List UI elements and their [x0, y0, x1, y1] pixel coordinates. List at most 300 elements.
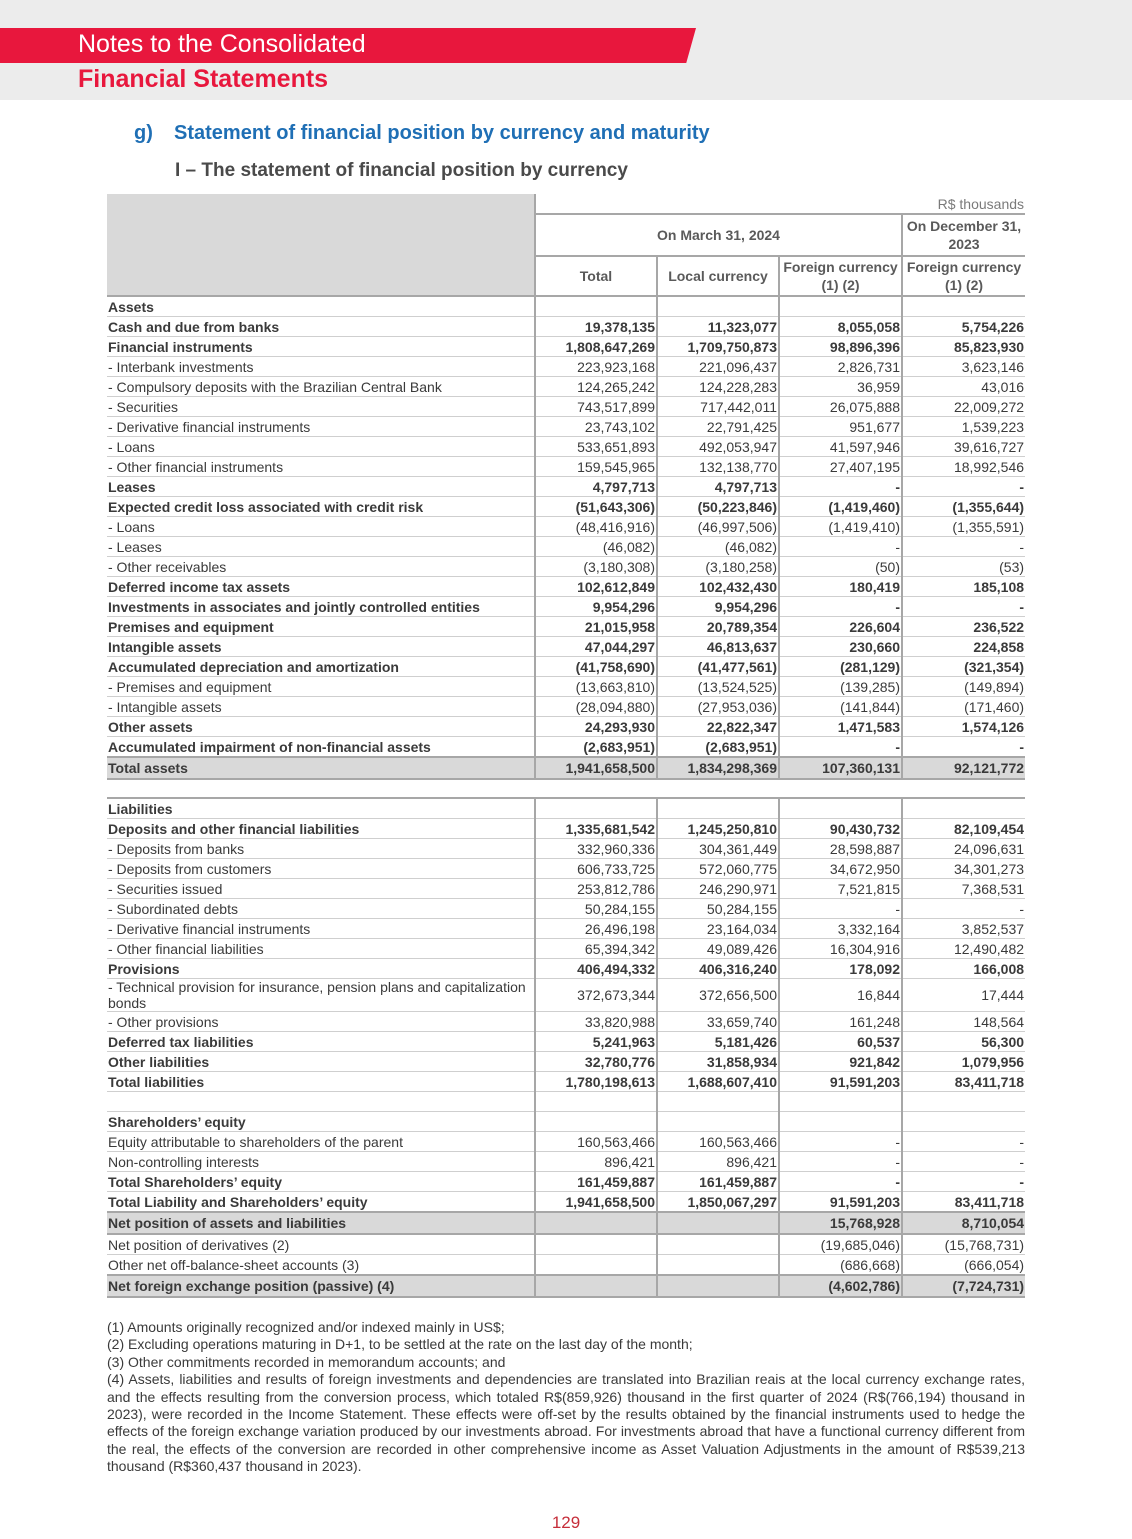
- cell-foreign: [779, 798, 902, 819]
- cell-foreign-dec: 1,539,223: [902, 417, 1025, 437]
- cell-foreign-dec: [902, 779, 1025, 798]
- row-label: - Deposits from banks: [107, 839, 535, 859]
- cell-local: [657, 798, 779, 819]
- cell-total: 606,733,725: [535, 859, 657, 879]
- table-row: [107, 517, 1025, 537]
- cell-foreign-dec: 83,411,718: [902, 1072, 1025, 1092]
- header-title-line2: Financial Statements: [78, 65, 329, 93]
- row-label: [107, 779, 535, 798]
- cell-local: (50,223,846): [657, 497, 779, 517]
- cell-foreign: 161,248: [779, 1012, 902, 1032]
- cell-foreign-dec: 8,710,054: [902, 1212, 1025, 1234]
- table-row: [107, 819, 1025, 839]
- table-row: [107, 577, 1025, 597]
- cell-foreign: 226,604: [779, 617, 902, 637]
- cell-local: 406,316,240: [657, 959, 779, 979]
- table-row: [107, 939, 1025, 959]
- cell-foreign-dec: (149,894): [902, 677, 1025, 697]
- cell-local: (3,180,258): [657, 557, 779, 577]
- table-row: [107, 1072, 1025, 1092]
- table-row: [107, 979, 1025, 1012]
- row-label: - Technical provision for insurance, pension plans and capitalization bonds: [107, 979, 535, 1012]
- cell-foreign-dec: 3,623,146: [902, 357, 1025, 377]
- row-label: - Securities issued: [107, 879, 535, 899]
- cell-foreign: 8,055,058: [779, 317, 902, 337]
- march-2024-header: On March 31, 2024: [535, 214, 902, 256]
- cell-foreign-dec: (53): [902, 557, 1025, 577]
- cell-local: (2,683,951): [657, 737, 779, 758]
- section-heading: [134, 122, 710, 145]
- table-row: [107, 899, 1025, 919]
- row-label: Other assets: [107, 717, 535, 737]
- table-row: [107, 537, 1025, 557]
- table-row: [107, 617, 1025, 637]
- cell-local: 124,228,283: [657, 377, 779, 397]
- row-label: Total Liability and Shareholders’ equity: [107, 1192, 535, 1213]
- cell-foreign-dec: 24,096,631: [902, 839, 1025, 859]
- header-title-line1: Notes to the Consolidated: [78, 30, 366, 58]
- cell-local: 102,432,430: [657, 577, 779, 597]
- cell-total: 406,494,332: [535, 959, 657, 979]
- row-label: Premises and equipment: [107, 617, 535, 637]
- cell-foreign: 91,591,203: [779, 1192, 902, 1213]
- cell-foreign-dec: -: [902, 597, 1025, 617]
- cell-foreign-dec: -: [902, 1172, 1025, 1192]
- row-label: - Compulsory deposits with the Brazilian Central Bank: [107, 377, 535, 397]
- table-row: [107, 417, 1025, 437]
- cell-foreign: -: [779, 899, 902, 919]
- table-row: [107, 798, 1025, 819]
- row-label: Intangible assets: [107, 637, 535, 657]
- table-row: [107, 597, 1025, 617]
- row-label: Assets: [107, 296, 535, 317]
- table-row: [107, 1112, 1025, 1132]
- cell-foreign-dec: 224,858: [902, 637, 1025, 657]
- row-label: - Derivative financial instruments: [107, 919, 535, 939]
- table-row: [107, 657, 1025, 677]
- cell-total: 1,808,647,269: [535, 337, 657, 357]
- row-label: Cash and due from banks: [107, 317, 535, 337]
- row-label: [107, 1092, 535, 1112]
- table-row: [107, 959, 1025, 979]
- cell-foreign-dec: [902, 798, 1025, 819]
- cell-total: 161,459,887: [535, 1172, 657, 1192]
- cell-foreign-dec: 18,992,546: [902, 457, 1025, 477]
- row-label: - Other financial instruments: [107, 457, 535, 477]
- cell-total: (13,663,810): [535, 677, 657, 697]
- cell-foreign-dec: -: [902, 737, 1025, 758]
- row-label: Accumulated impairment of non-financial assets: [107, 737, 535, 758]
- cell-total: 102,612,849: [535, 577, 657, 597]
- cell-local: 1,245,250,810: [657, 819, 779, 839]
- cell-foreign: 107,360,131: [779, 757, 902, 779]
- table-row: [107, 1212, 1025, 1234]
- cell-total: 26,496,198: [535, 919, 657, 939]
- cell-local: (13,524,525): [657, 677, 779, 697]
- cell-local: 33,659,740: [657, 1012, 779, 1032]
- table-header: [107, 194, 1025, 296]
- footnote-4: (4) Assets, liabilities and results of foreign investments and dependencies are translated into Brazilian reais at the local currency exchange rates, and the effects resulting from the conversion process, which totaled R$(859,926) thousand in the first quarter of 2024 (R$(766,194) thousand in 2023), were recorded in the Income Statement. These effects were off-set by the results obtained by the financial instruments used to hedge the effects of the foreign exchange variation produced by our investments abroad. For investments abroad that have a functional currency different from the real, the effects of the conversion are recorded in other comprehensive income as Asset Valuation Adjustments in the amount of R$539,213 thousand (R$360,437 thousand in 2023).: [107, 1371, 1025, 1475]
- row-label: Other liabilities: [107, 1052, 535, 1072]
- cell-total: [535, 1234, 657, 1255]
- table-row: [107, 557, 1025, 577]
- cell-total: 1,941,658,500: [535, 1192, 657, 1213]
- cell-foreign: 91,591,203: [779, 1072, 902, 1092]
- row-label: Non-controlling interests: [107, 1152, 535, 1172]
- cell-local: 50,284,155: [657, 899, 779, 919]
- table-row: [107, 1275, 1025, 1297]
- page-number: 129: [551, 1513, 581, 1532]
- cell-local: 4,797,713: [657, 477, 779, 497]
- unit-label: R$ thousands: [535, 194, 1025, 214]
- cell-total: 32,780,776: [535, 1052, 657, 1072]
- cell-total: 124,265,242: [535, 377, 657, 397]
- cell-foreign: [779, 1092, 902, 1112]
- section-title: Statement of financial position by currency and maturity: [174, 122, 710, 144]
- cell-foreign: (4,602,786): [779, 1275, 902, 1297]
- cell-total: 1,780,198,613: [535, 1072, 657, 1092]
- cell-foreign-dec: [902, 296, 1025, 317]
- cell-local: [657, 1275, 779, 1297]
- cell-foreign-dec: 92,121,772: [902, 757, 1025, 779]
- cell-foreign-dec: 236,522: [902, 617, 1025, 637]
- row-label: - Other receivables: [107, 557, 535, 577]
- cell-total: 160,563,466: [535, 1132, 657, 1152]
- cell-total: 47,044,297: [535, 637, 657, 657]
- table-row: [107, 317, 1025, 337]
- row-label: Equity attributable to shareholders of the parent: [107, 1132, 535, 1152]
- cell-foreign: (686,668): [779, 1255, 902, 1276]
- cell-foreign-dec: 185,108: [902, 577, 1025, 597]
- cell-foreign-dec: 34,301,273: [902, 859, 1025, 879]
- cell-foreign: 27,407,195: [779, 457, 902, 477]
- cell-local: (27,953,036): [657, 697, 779, 717]
- cell-local: [657, 296, 779, 317]
- cell-foreign-dec: 3,852,537: [902, 919, 1025, 939]
- cell-total: 253,812,786: [535, 879, 657, 899]
- cell-local: 31,858,934: [657, 1052, 779, 1072]
- cell-total: (28,094,880): [535, 697, 657, 717]
- cell-total: 50,284,155: [535, 899, 657, 919]
- table-row: [107, 497, 1025, 517]
- cell-foreign: 7,521,815: [779, 879, 902, 899]
- row-label: - Other provisions: [107, 1012, 535, 1032]
- cell-total: [535, 1092, 657, 1112]
- cell-foreign: -: [779, 1132, 902, 1152]
- cell-local: 1,688,607,410: [657, 1072, 779, 1092]
- section-subtitle: I – The statement of financial position by currency: [175, 160, 628, 181]
- table-row: [107, 1234, 1025, 1255]
- table-row: [107, 477, 1025, 497]
- cell-foreign: 16,304,916: [779, 939, 902, 959]
- cell-foreign-dec: [902, 1112, 1025, 1132]
- cell-foreign: (1,419,410): [779, 517, 902, 537]
- row-label: - Intangible assets: [107, 697, 535, 717]
- cell-foreign-dec: (15,768,731): [902, 1234, 1025, 1255]
- table-row: [107, 677, 1025, 697]
- col-foreign-dec-header: Foreign currency (1) (2): [902, 256, 1025, 296]
- cell-foreign-dec: (1,355,644): [902, 497, 1025, 517]
- cell-total: 4,797,713: [535, 477, 657, 497]
- cell-foreign-dec: 43,016: [902, 377, 1025, 397]
- table-row: [107, 1032, 1025, 1052]
- cell-total: 896,421: [535, 1152, 657, 1172]
- cell-total: 372,673,344: [535, 979, 657, 1012]
- row-label: Total Shareholders’ equity: [107, 1172, 535, 1192]
- cell-foreign-dec: 22,009,272: [902, 397, 1025, 417]
- cell-local: 23,164,034: [657, 919, 779, 939]
- cell-foreign: 230,660: [779, 637, 902, 657]
- cell-local: 160,563,466: [657, 1132, 779, 1152]
- cell-foreign-dec: 12,490,482: [902, 939, 1025, 959]
- table-row: [107, 919, 1025, 939]
- cell-foreign: -: [779, 597, 902, 617]
- cell-foreign-dec: 1,574,126: [902, 717, 1025, 737]
- cell-foreign-dec: (1,355,591): [902, 517, 1025, 537]
- header-blank-cell: [107, 194, 535, 296]
- col-local-header: Local currency: [657, 256, 779, 296]
- cell-local: 1,850,067,297: [657, 1192, 779, 1213]
- cell-total: 23,743,102: [535, 417, 657, 437]
- cell-foreign: 41,597,946: [779, 437, 902, 457]
- footnotes: [107, 1319, 1025, 1476]
- cell-total: 24,293,930: [535, 717, 657, 737]
- cell-foreign-dec: 148,564: [902, 1012, 1025, 1032]
- cell-local: [657, 1112, 779, 1132]
- cell-foreign: 26,075,888: [779, 397, 902, 417]
- cell-local: [657, 779, 779, 798]
- cell-foreign: 1,471,583: [779, 717, 902, 737]
- footnote-3: (3) Other commitments recorded in memorandum accounts; and: [107, 1353, 506, 1370]
- row-label: - Derivative financial instruments: [107, 417, 535, 437]
- cell-foreign: -: [779, 737, 902, 758]
- cell-local: 20,789,354: [657, 617, 779, 637]
- cell-foreign: (50): [779, 557, 902, 577]
- cell-total: 1,941,658,500: [535, 757, 657, 779]
- cell-total: 19,378,135: [535, 317, 657, 337]
- table-row: [107, 637, 1025, 657]
- cell-local: (46,082): [657, 537, 779, 557]
- cell-foreign: -: [779, 537, 902, 557]
- cell-foreign: 951,677: [779, 417, 902, 437]
- cell-foreign-dec: (171,460): [902, 697, 1025, 717]
- table-row: [107, 1255, 1025, 1276]
- footnote-1: (1) Amounts originally recognized and/or indexed mainly in US$;: [107, 1319, 505, 1335]
- cell-foreign: (19,685,046): [779, 1234, 902, 1255]
- cell-total: (2,683,951): [535, 737, 657, 758]
- row-label: Total liabilities: [107, 1072, 535, 1092]
- cell-foreign-dec: 166,008: [902, 959, 1025, 979]
- table-row: [107, 296, 1025, 317]
- cell-local: 161,459,887: [657, 1172, 779, 1192]
- row-label: Investments in associates and jointly controlled entities: [107, 597, 535, 617]
- cell-total: 332,960,336: [535, 839, 657, 859]
- cell-local: 22,822,347: [657, 717, 779, 737]
- cell-foreign-dec: 85,823,930: [902, 337, 1025, 357]
- cell-foreign-dec: -: [902, 1152, 1025, 1172]
- row-label: - Subordinated debts: [107, 899, 535, 919]
- cell-total: [535, 779, 657, 798]
- cell-foreign: 3,332,164: [779, 919, 902, 939]
- cell-total: (41,758,690): [535, 657, 657, 677]
- table-row: [107, 1192, 1025, 1213]
- cell-local: 9,954,296: [657, 597, 779, 617]
- cell-foreign-dec: (666,054): [902, 1255, 1025, 1276]
- cell-foreign: 36,959: [779, 377, 902, 397]
- row-label: Expected credit loss associated with credit risk: [107, 497, 535, 517]
- cell-foreign-dec: (321,354): [902, 657, 1025, 677]
- cell-foreign: 180,419: [779, 577, 902, 597]
- table-row: [107, 839, 1025, 859]
- cell-foreign: -: [779, 1152, 902, 1172]
- cell-foreign-dec: 83,411,718: [902, 1192, 1025, 1213]
- cell-local: 372,656,500: [657, 979, 779, 1012]
- table-row: [107, 757, 1025, 779]
- table-row: [107, 879, 1025, 899]
- cell-total: 743,517,899: [535, 397, 657, 417]
- row-label: - Other financial liabilities: [107, 939, 535, 959]
- cell-total: 5,241,963: [535, 1032, 657, 1052]
- cell-total: 33,820,988: [535, 1012, 657, 1032]
- cell-total: 21,015,958: [535, 617, 657, 637]
- cell-foreign-dec: -: [902, 1132, 1025, 1152]
- row-label: Leases: [107, 477, 535, 497]
- cell-foreign: 16,844: [779, 979, 902, 1012]
- cell-foreign: 921,842: [779, 1052, 902, 1072]
- cell-total: 65,394,342: [535, 939, 657, 959]
- row-label: Net position of derivatives (2): [107, 1234, 535, 1255]
- cell-foreign: (281,129): [779, 657, 902, 677]
- table-row: [107, 337, 1025, 357]
- cell-local: 304,361,449: [657, 839, 779, 859]
- cell-total: 9,954,296: [535, 597, 657, 617]
- row-label: - Premises and equipment: [107, 677, 535, 697]
- cell-local: [657, 1092, 779, 1112]
- cell-total: 159,545,965: [535, 457, 657, 477]
- cell-local: 717,442,011: [657, 397, 779, 417]
- cell-foreign: -: [779, 477, 902, 497]
- cell-total: (46,082): [535, 537, 657, 557]
- cell-total: [535, 296, 657, 317]
- cell-total: (3,180,308): [535, 557, 657, 577]
- cell-foreign-dec: 5,754,226: [902, 317, 1025, 337]
- cell-foreign-dec: 17,444: [902, 979, 1025, 1012]
- row-label: - Deposits from customers: [107, 859, 535, 879]
- row-label: Deposits and other financial liabilities: [107, 819, 535, 839]
- cell-local: 5,181,426: [657, 1032, 779, 1052]
- table-row: [107, 357, 1025, 377]
- cell-total: [535, 1212, 657, 1234]
- cell-local: [657, 1255, 779, 1276]
- cell-local: 49,089,426: [657, 939, 779, 959]
- cell-foreign: 15,768,928: [779, 1212, 902, 1234]
- cell-foreign-dec: -: [902, 477, 1025, 497]
- cell-foreign: 2,826,731: [779, 357, 902, 377]
- cell-foreign: [779, 1112, 902, 1132]
- footnote-2: (2) Excluding operations maturing in D+1, to be settled at the rate on the last day of the month;: [107, 1336, 693, 1353]
- cell-total: 533,651,893: [535, 437, 657, 457]
- table-row: [107, 779, 1025, 798]
- cell-foreign: -: [779, 1172, 902, 1192]
- table-body: [107, 296, 1025, 1297]
- cell-total: 223,923,168: [535, 357, 657, 377]
- table-row: [107, 437, 1025, 457]
- row-label: - Securities: [107, 397, 535, 417]
- cell-local: 572,060,775: [657, 859, 779, 879]
- row-label: - Leases: [107, 537, 535, 557]
- cell-local: 132,138,770: [657, 457, 779, 477]
- cell-foreign-dec: -: [902, 537, 1025, 557]
- row-label: Total assets: [107, 757, 535, 779]
- cell-foreign: 90,430,732: [779, 819, 902, 839]
- cell-foreign: 60,537: [779, 1032, 902, 1052]
- row-label: - Interbank investments: [107, 357, 535, 377]
- row-label: Net foreign exchange position (passive) (4): [107, 1275, 535, 1297]
- table-row: [107, 737, 1025, 758]
- cell-total: (48,416,916): [535, 517, 657, 537]
- cell-total: [535, 1255, 657, 1276]
- table-row: [107, 859, 1025, 879]
- table-row: [107, 697, 1025, 717]
- cell-foreign-dec: 1,079,956: [902, 1052, 1025, 1072]
- row-label: - Loans: [107, 437, 535, 457]
- table-row: [107, 1092, 1025, 1112]
- cell-foreign: (1,419,460): [779, 497, 902, 517]
- cell-foreign-dec: 39,616,727: [902, 437, 1025, 457]
- table-row: [107, 1132, 1025, 1152]
- table-row: [107, 377, 1025, 397]
- cell-foreign-dec: (7,724,731): [902, 1275, 1025, 1297]
- cell-local: (41,477,561): [657, 657, 779, 677]
- row-label: Provisions: [107, 959, 535, 979]
- col-total-header: Total: [535, 256, 657, 296]
- cell-total: [535, 798, 657, 819]
- table-row: [107, 1152, 1025, 1172]
- cell-total: (51,643,306): [535, 497, 657, 517]
- cell-foreign: [779, 296, 902, 317]
- cell-local: 46,813,637: [657, 637, 779, 657]
- cell-foreign: (141,844): [779, 697, 902, 717]
- cell-foreign-dec: [902, 1092, 1025, 1112]
- row-label: Net position of assets and liabilities: [107, 1212, 535, 1234]
- cell-total: [535, 1275, 657, 1297]
- row-label: Accumulated depreciation and amortization: [107, 657, 535, 677]
- cell-local: 22,791,425: [657, 417, 779, 437]
- table-row: [107, 1052, 1025, 1072]
- cell-local: [657, 1234, 779, 1255]
- section-letter: g): [134, 122, 153, 144]
- row-label: Financial instruments: [107, 337, 535, 357]
- cell-foreign: (139,285): [779, 677, 902, 697]
- col-foreign-header: Foreign currency (1) (2): [779, 256, 902, 296]
- cell-local: 1,834,298,369: [657, 757, 779, 779]
- cell-foreign: 28,598,887: [779, 839, 902, 859]
- cell-local: 896,421: [657, 1152, 779, 1172]
- cell-foreign: [779, 779, 902, 798]
- cell-local: (46,997,506): [657, 517, 779, 537]
- row-label: Other net off-balance-sheet accounts (3): [107, 1255, 535, 1276]
- cell-foreign: 178,092: [779, 959, 902, 979]
- row-label: Deferred tax liabilities: [107, 1032, 535, 1052]
- table-row: [107, 717, 1025, 737]
- table-row: [107, 457, 1025, 477]
- cell-foreign-dec: 7,368,531: [902, 879, 1025, 899]
- cell-foreign: 34,672,950: [779, 859, 902, 879]
- cell-foreign-dec: 56,300: [902, 1032, 1025, 1052]
- cell-local: 221,096,437: [657, 357, 779, 377]
- row-label: Liabilities: [107, 798, 535, 819]
- cell-foreign-dec: 82,109,454: [902, 819, 1025, 839]
